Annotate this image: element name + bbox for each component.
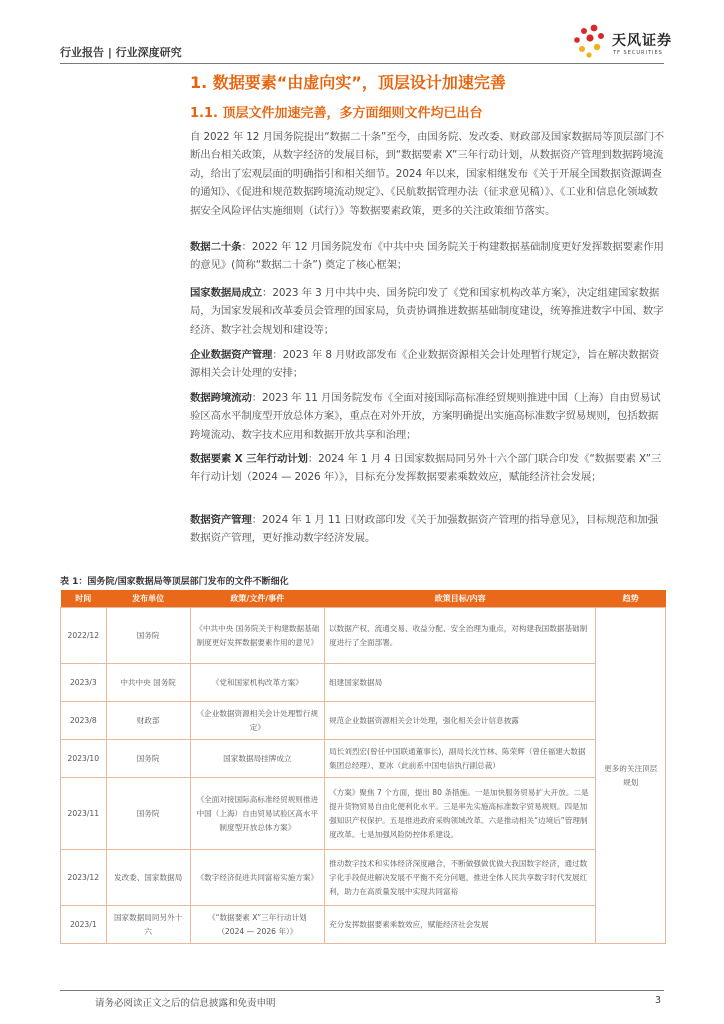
intro-paragraph: 自 2022 年 12 月国务院提出“数据二十条”至今，由国务院、发改委、财政部及国家数据局等顶层部门不断出台相关政策，从数字经济的发展目标，到“数据要素 X”三年行动计划，从数据资产管理到数据跨境流动，给出了宏观层面的明确指引和相关细节。2024 年以来，国家相继发布《关于开展全国数据资源调查的通知》、《促进和规范数据跨境流动规定》、《民航数据管理办法（征求意见稿）》、《工业和信息化领域数据安全风险评估实施细则（试行）》等数据要素政策，更多的关注政策细节落实。 <box>190 131 665 217</box>
paragraph-data-x-plan <box>190 450 665 487</box>
cell-org: 国务院 <box>106 608 190 664</box>
cell-goal: 以数据产权、流通交易、收益分配、安全治理为重点，对构建我国数据基础制度进行了全面部署。 <box>325 608 596 664</box>
cell-trend: 更多的关注顶层规划 <box>596 608 666 944</box>
cell-time: 2022/12 <box>61 608 107 664</box>
policy-table <box>60 590 666 944</box>
footer-disclaimer: 请务必阅读正文之后的信息披露和免责申明 <box>95 998 276 1009</box>
cell-goal: 局长刘烈宏(曾任中国联通董事长)，副局长沈竹林、陈荣辉（曾任福建大数据集团总经理）、夏冰（此前系中国电信执行副总裁） <box>325 740 596 778</box>
paragraph-body: ：2024 年 1 月 11 日财政部印发《关于加强数据资产管理的指导意见》，目标规范和加强数据资产管理，更好推动数字经济发展。 <box>190 514 659 545</box>
cell-doc: 《党和国家机构改革方案》 <box>190 664 324 702</box>
cell-doc: 《企业数据资源相关会计处理暂行规定》 <box>190 702 324 740</box>
table-row <box>61 850 666 906</box>
subsection-heading: 1.1. 顶层文件加速完善，多方面细则文件均已出台 <box>190 106 483 121</box>
header-goal: 政策目标/内容 <box>325 590 596 608</box>
paragraph-data-twenty <box>190 238 665 275</box>
cell-goal: 推动数字技术和实体经济深度融合，不断做强做优做大我国数字经济，通过数字化手段促进解决发展不平衡不充分问题，推进全体人民共享数字时代发展红利，助力在高质量发展中实现共同富裕 <box>325 850 596 906</box>
paragraph-body: ：2023 年 11 月国务院发布《全面对接国际高标准经贸规则推进中国（上海）自由贸易试验区高水平制度型开放总体方案》，重点在对外开放，方案明确提出实施高标准数字贸易规则，包括数据跨境流动、数字技术应用和数据开放共享和治理； <box>190 392 661 441</box>
cell-org: 国务院 <box>106 740 190 778</box>
paragraph-title: 数据资产管理 <box>190 514 252 526</box>
paragraph-body: ：2023 年 8 月财政部发布《企业数据资源相关会计处理暂行规定》，旨在解决数据资源相关会计处理的安排； <box>190 349 660 380</box>
table-row <box>61 740 666 778</box>
cell-time: 2023/3 <box>61 664 107 702</box>
cell-time: 2023/8 <box>61 702 107 740</box>
logo-name: 天风证券 <box>612 33 672 49</box>
table-header-row <box>61 590 666 608</box>
cell-org: 国家数据局同另外十六 <box>106 906 190 944</box>
header-time: 时间 <box>61 590 107 608</box>
header-org: 发布单位 <box>106 590 190 608</box>
cell-goal: 规范企业数据资源相关会计处理，强化相关会计信息披露 <box>325 702 596 740</box>
paragraph-cross-border <box>190 389 665 444</box>
paragraph-title: 数据跨境流动 <box>190 392 252 404</box>
table-row <box>61 906 666 944</box>
paragraph-title: 国家数据局成立 <box>190 287 263 299</box>
table-caption: 表 1：国务院/国家数据局等顶层部门发布的文件不断细化 <box>60 577 289 587</box>
cell-goal: 充分发挥数据要素乘数效应，赋能经济社会发展 <box>325 906 596 944</box>
paragraph-title: 数据二十条 <box>190 241 242 253</box>
paragraph-body: ：2022 年 12 月国务院发布《中共中央 国务院关于构建数据基础制度更好发挥数据要素作用的意见》(简称“数据二十条”) 奠定了核心框架； <box>190 241 664 272</box>
paragraph-title: 数据要素 X 三年行动计划 <box>190 453 308 465</box>
cell-time: 2023/1 <box>61 906 107 944</box>
logo-subtitle: TF SECURITIES <box>613 50 663 56</box>
header-divider <box>60 63 664 64</box>
page-number: 3 <box>655 995 662 1006</box>
paragraph-body: ：2023 年 3 月中共中央、国务院印发了《党和国家机构改革方案》，决定组建国家数据局，为国家发展和改革委员会管理的国家局，负责协调推进数据基础制度建设，统筹推进数字中国、数字经济、数字社会规划和建设等； <box>190 287 664 336</box>
cell-org: 发改委、国家数据局 <box>106 850 190 906</box>
paragraph-body: ：2024 年 1 月 4 日国家数据局同另外十六个部门联合印发《“数据要素 X”三年行动计划（2024 — 2026 年）》，目标充分发挥数据要素乘数效应，赋能经济社会发展； <box>190 453 662 484</box>
cell-time: 2023/10 <box>61 740 107 778</box>
cell-doc: 国家数据局挂牌成立 <box>190 740 324 778</box>
cell-org: 财政部 <box>106 702 190 740</box>
table-row <box>61 702 666 740</box>
cell-org: 中共中央 国务院 <box>106 664 190 702</box>
footer-divider <box>60 990 664 991</box>
table-row <box>61 664 666 702</box>
cell-org: 国务院 <box>106 778 190 850</box>
paragraph-data-asset-mgmt <box>190 511 665 548</box>
cell-time: 2023/12 <box>61 850 107 906</box>
paragraph-data-bureau <box>190 284 665 339</box>
cell-doc: 《中共中央 国务院关于构建数据基础制度更好发挥数据要素作用的意见》 <box>190 608 324 664</box>
header-trend: 趋势 <box>596 590 666 608</box>
table-row <box>61 778 666 850</box>
paragraph-title: 企业数据资产管理 <box>190 349 273 361</box>
cell-goal: 《方案》聚焦 7 个方面，提出 80 条措施。一是加快服务贸易扩大开放。二是提升货物贸易自由化便利化水平。三是率先实施高标准数字贸易规则。四是加强知识产权保护。五是推进政府采购领域改革。六是推动相关“边境后”管理制度改革。七是加强风险防控体系建设。 <box>325 778 596 850</box>
table-row <box>61 608 666 664</box>
cell-time: 2023/11 <box>61 778 107 850</box>
cell-doc: 《“数据要素 X”三年行动计划（2024 — 2026 年）》 <box>190 906 324 944</box>
cell-doc: 《全面对接国际高标准经贸规则推进中国（上海）自由贸易试验区高水平制度型开放总体方案》 <box>190 778 324 850</box>
cell-goal: 组建国家数据局 <box>325 664 596 702</box>
report-category-label: 行业报告 | 行业深度研究 <box>60 46 182 59</box>
section-heading: 1. 数据要素“由虚向实”，顶层设计加速完善 <box>190 73 506 92</box>
paragraph-enterprise-assets <box>190 346 665 383</box>
cell-doc: 《数字经济促进共同富裕实施方案》 <box>190 850 324 906</box>
header-doc: 政策/文件/事件 <box>190 590 324 608</box>
